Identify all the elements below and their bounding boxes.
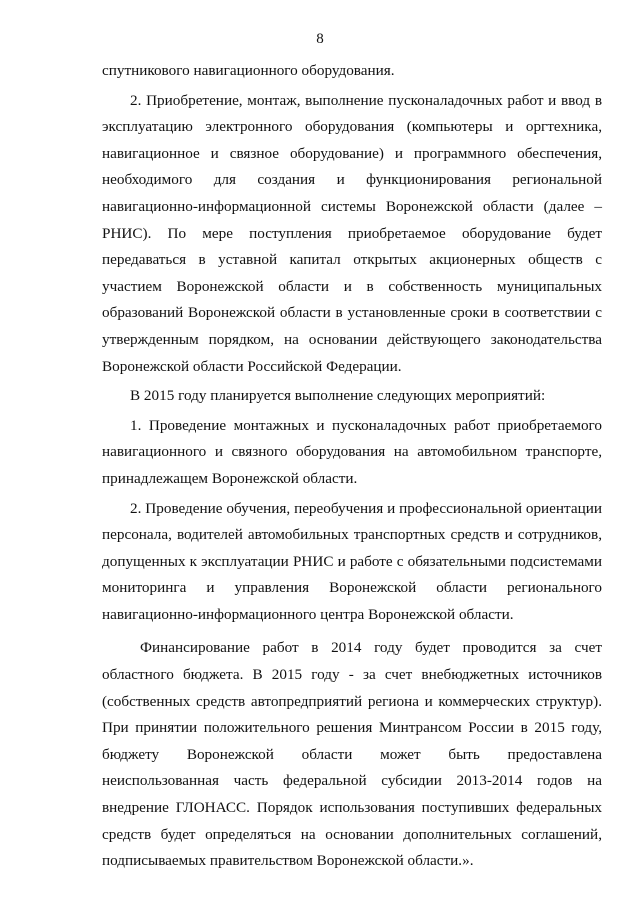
document-body xyxy=(102,58,602,875)
paragraph-item-2-training: 2. Проведение обучения, переобучения и профессиональной ориентации персонала, водителей автомобильных транспортных средств и сотрудников, допущенных к эксплуатации РНИС и работе с обязательными подсистемами мониторинга и управления Воронежской области регионального навигационно-информационного центра Воронежской области. xyxy=(102,499,602,623)
paragraph-2015-plans-intro: В 2015 году планируется выполнение следующих мероприятий: xyxy=(130,387,546,405)
paragraph-financing: Финансирование работ в 2014 году будет проводится за счет областного бюджета. В 2015 году - за счет внебюджетных источников (собственных средств автопредприятий региона и коммерческих структур). При принятии положительного решения Минтрансом России в 2015 году, бюджету Воронежской области может быть предоставлена неиспользованная часть федеральной субсидии 2013-2014 годов на внедрение ГЛОНАСС. Порядок использования поступивших федеральных средств будет определяться на основании дополнительных соглашений, подписываемых правительством Воронежской области.». xyxy=(102,639,602,870)
page-number: 8 xyxy=(316,31,324,47)
paragraph-item-2-equipment: 2. Приобретение, монтаж, выполнение пусконаладочных работ и ввод в эксплуатацию электронного оборудования (компьютеры и оргтехника, навигационное и связное оборудование) и программного обеспечения, необходимого для создания и функционирования региональной навигационно-информационной системы Воронежской области (далее – РНИС). По мере поступления приобретаемое оборудование будет передаваться в уставной капитал открытых акционерных обществ с участием Воронежской области и в собственность муниципальных образований Воронежской области в установленные сроки в соответствии с утвержденным порядком, на основании действующего законодательства Воронежской области Российской Федерации. xyxy=(102,91,602,375)
paragraph-continuation: спутникового навигационного оборудования. xyxy=(102,62,395,79)
paragraph-item-1-installation: 1. Проведение монтажных и пусконаладочных работ приобретаемого навигационного и связного оборудования на автомобильном транспорте, принадлежащем Воронежской области. xyxy=(102,416,602,487)
